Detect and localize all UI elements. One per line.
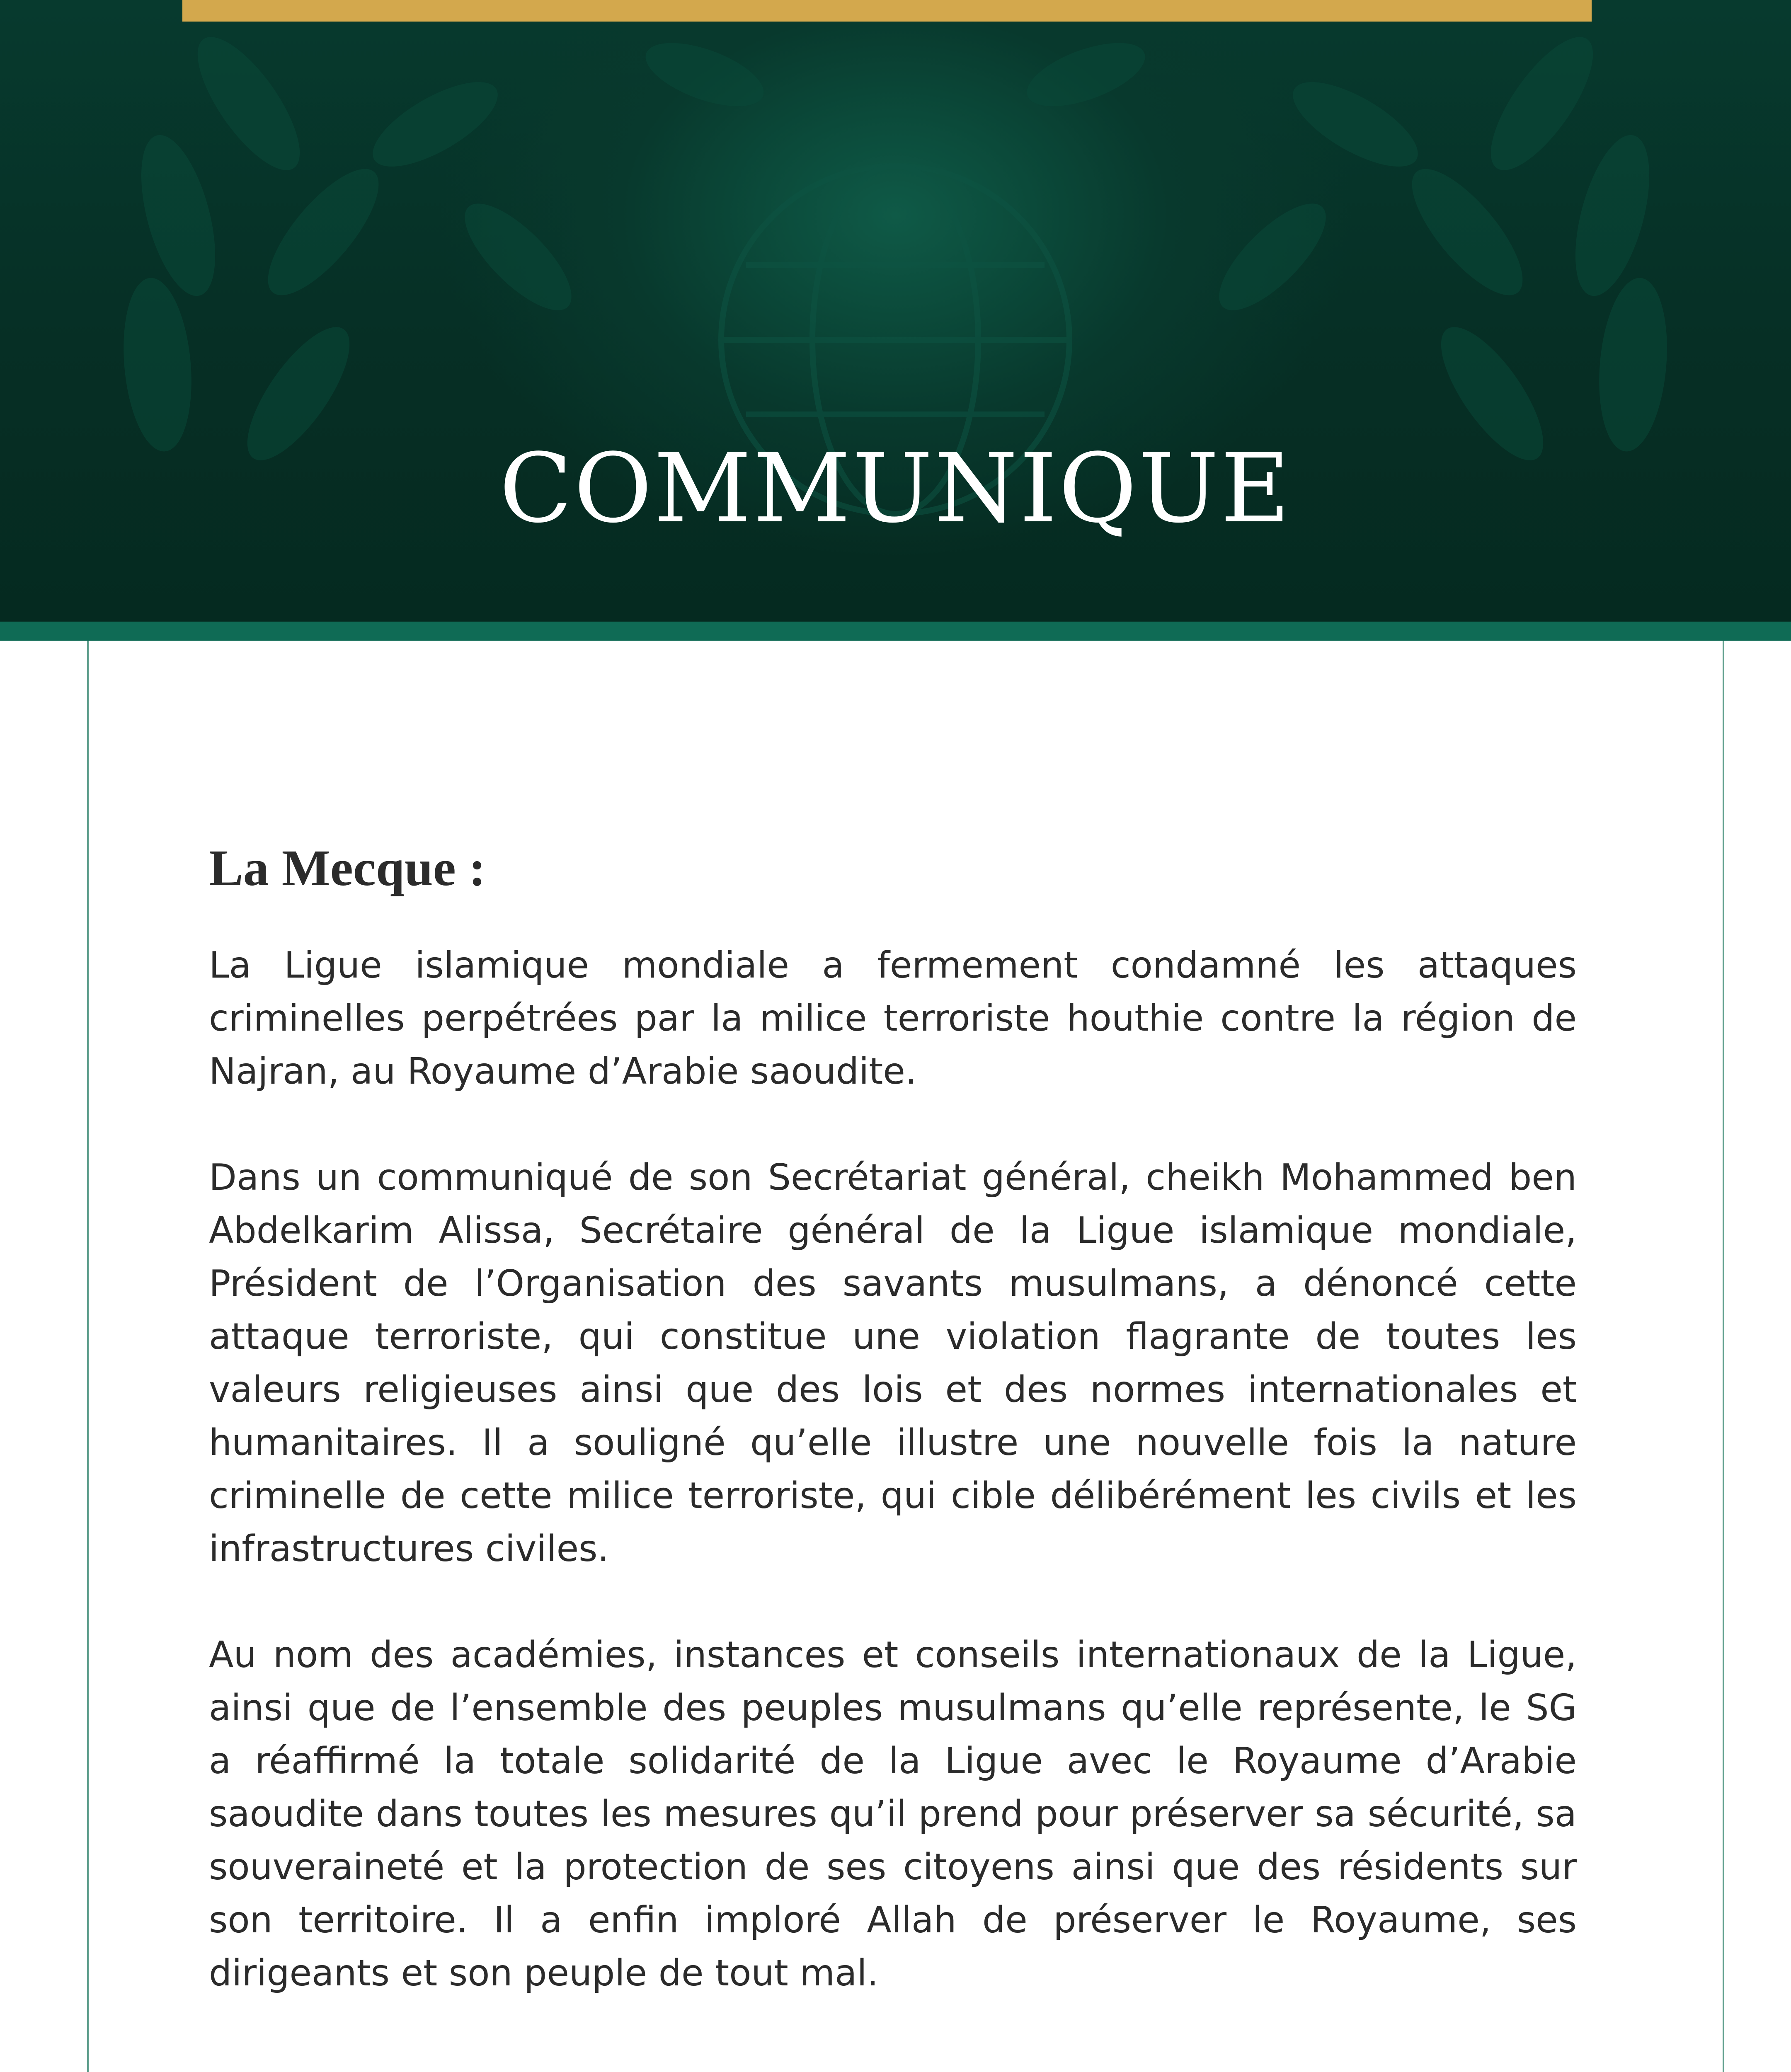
header-banner [0,0,1791,622]
gold-top-strip [182,0,1592,22]
dateline-location: La Mecque : [209,840,486,896]
paragraph: Au nom des académies, instances et conseils internationaux de la Ligue, ainsi que de l’ensemble des peuples musulmans qu’elle représente, le SG a réaffirmé la totale solidarité de la Ligue avec le Royaume d’Arabie saoudite dans toutes les mesures qu’il prend pour préserver sa sécurité, sa souveraineté et la protection de ses citoyens ainsi que des résidents sur son territoire. Il a enfin imploré Allah de préserver le Royaume, ses dirigeants et son peuple de tout mal. [209,1634,1577,1994]
right-frame-line [1723,641,1724,2072]
header-bottom-band [0,622,1791,641]
paragraph: La Ligue islamique mondiale a fermement condamné les attaques criminelles perpétrées par la milice terroriste houthie contre la région de Najran, au Royaume d’Arabie saoudite. [209,944,1577,1092]
communique-body [209,939,1577,1999]
page-title: COMMUNIQUE [499,433,1292,544]
paragraph: Dans un communiqué de son Secrétariat général, cheikh Mohammed ben Abdelkarim Alissa, Secrétaire général de la Ligue islamique mondiale, Président de l’Organisation des savants musulmans, a dénoncé cette attaque terroriste, qui constitue une violation flagrante de toutes les valeurs religieuses ainsi que des lois et des normes internationales et humanitaires. Il a souligné qu’elle illustre une nouvelle fois la nature criminelle de cette milice terroriste, qui cible délibérément les civils et les infrastructures civiles. [209,1156,1577,1570]
left-frame-line [87,641,89,2072]
